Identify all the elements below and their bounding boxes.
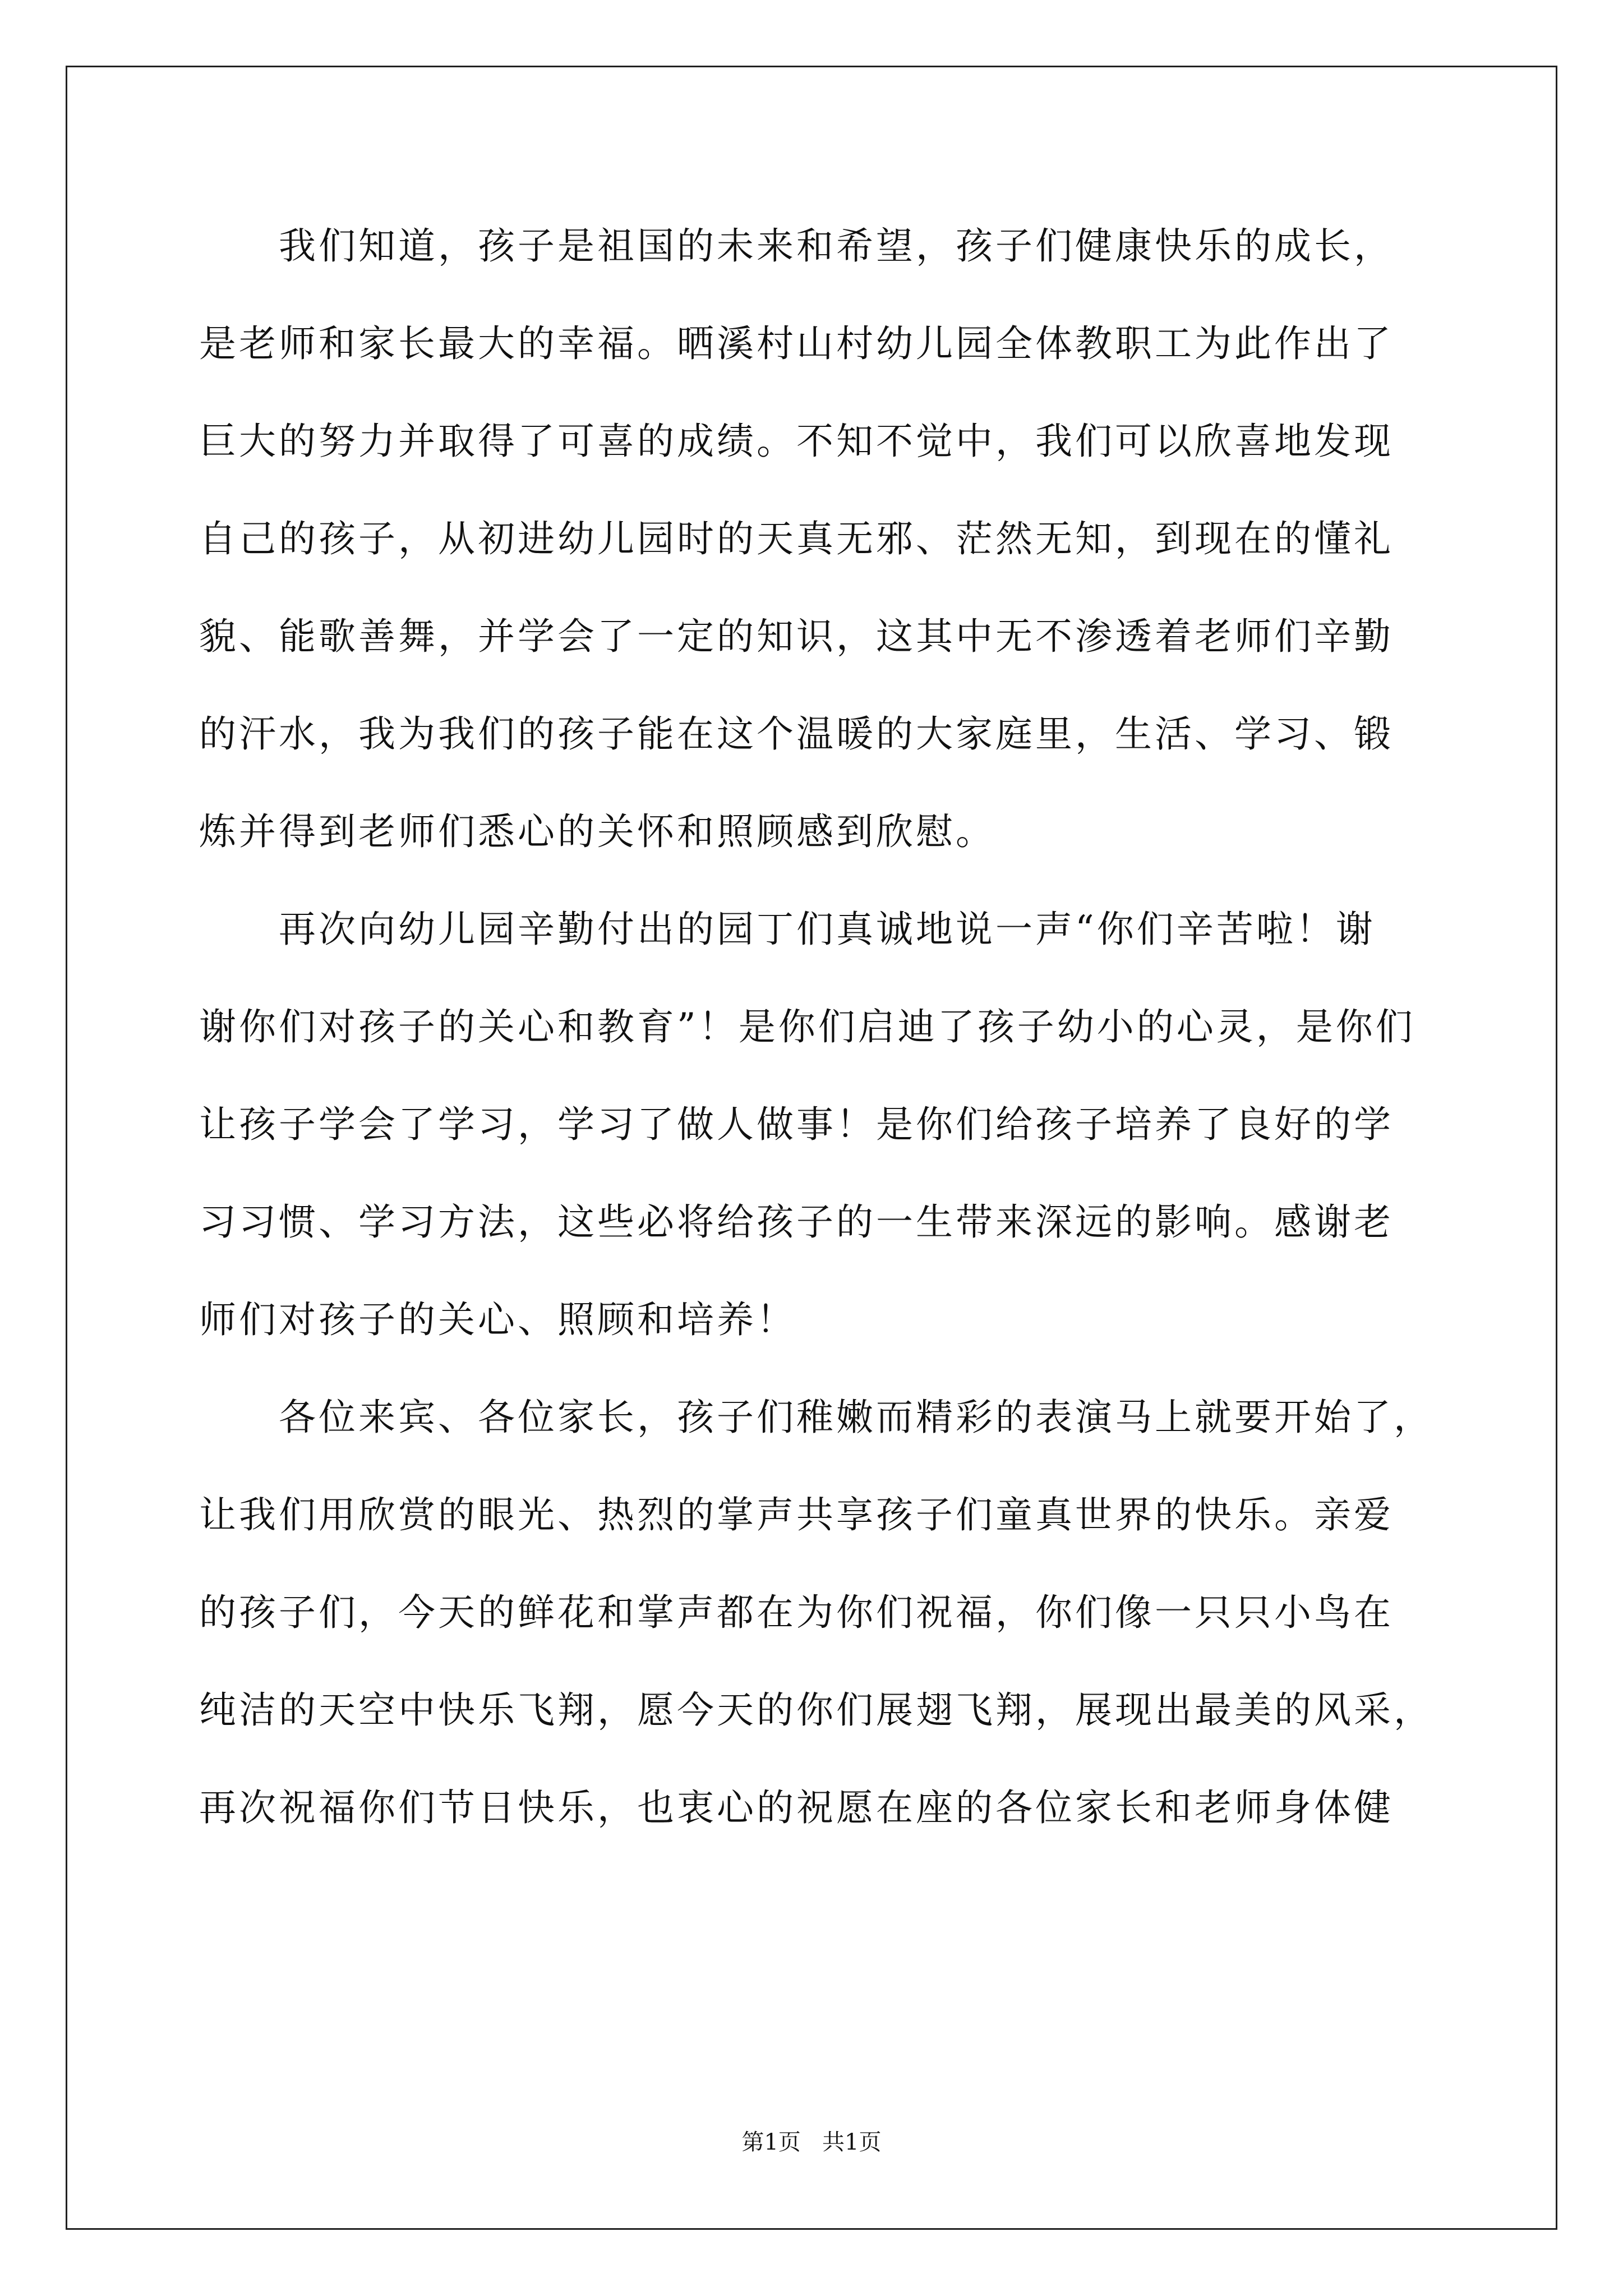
- body-text-line: 的汗水，我为我们的孩子能在这个温暖的大家庭里，生活、学习、锻: [199, 712, 1394, 756]
- body-text-line: 再次祝福你们节日快乐，也衷心的祝愿在座的各位家长和老师身体健: [199, 1786, 1394, 1829]
- body-text-line: 习习惯、学习方法，这些必将给孩子的一生带来深远的影响。感谢老: [199, 1200, 1394, 1244]
- body-text-line: 炼并得到老师们悉心的关怀和照顾感到欣慰。: [199, 810, 995, 853]
- body-text-line: 巨大的努力并取得了可喜的成绩。不知不觉中，我们可以欣喜地发现: [199, 420, 1394, 463]
- page-border: [66, 66, 1557, 2230]
- body-text-line: 纯洁的天空中快乐飞翔，愿今天的你们展翅飞翔，展现出最美的风采，: [199, 1688, 1433, 1732]
- page-number-footer: 第1页 共1页: [741, 2129, 882, 2155]
- body-text-line: 各位来宾、各位家长，孩子们稚嫩而精彩的表演马上就要开始了，: [199, 1396, 1433, 1439]
- body-text-line: 让我们用欣赏的眼光、热烈的掌声共享孩子们童真世界的快乐。亲爱: [199, 1493, 1394, 1536]
- body-text-line: 自己的孩子，从初进幼儿园时的天真无邪、茫然无知，到现在的懂礼: [199, 517, 1394, 560]
- body-text-line: 貌、能歌善舞，并学会了一定的知识，这其中无不渗透着老师们辛勤: [199, 615, 1394, 658]
- body-text-line: 再次向幼儿园辛勤付出的园丁们真诚地说一声“你们辛苦啦！谢: [199, 908, 1376, 951]
- body-text-line: 让孩子学会了学习，学习了做人做事！是你们给孩子培养了良好的学: [199, 1103, 1394, 1146]
- body-text-line: 我们知道，孩子是祖国的未来和希望，孩子们健康快乐的成长，: [199, 224, 1394, 268]
- body-text-line: 谢你们对孩子的关心和教育”！是你们启迪了孩子幼小的心灵，是你们: [199, 1005, 1415, 1048]
- body-text-line: 师们对孩子的关心、照顾和培养！: [199, 1298, 796, 1341]
- body-text-line: 的孩子们，今天的鲜花和掌声都在为你们祝福，你们像一只只小鸟在: [199, 1591, 1394, 1634]
- body-text-line: 是老师和家长最大的幸福。晒溪村山村幼儿园全体教职工为此作出了: [199, 322, 1394, 365]
